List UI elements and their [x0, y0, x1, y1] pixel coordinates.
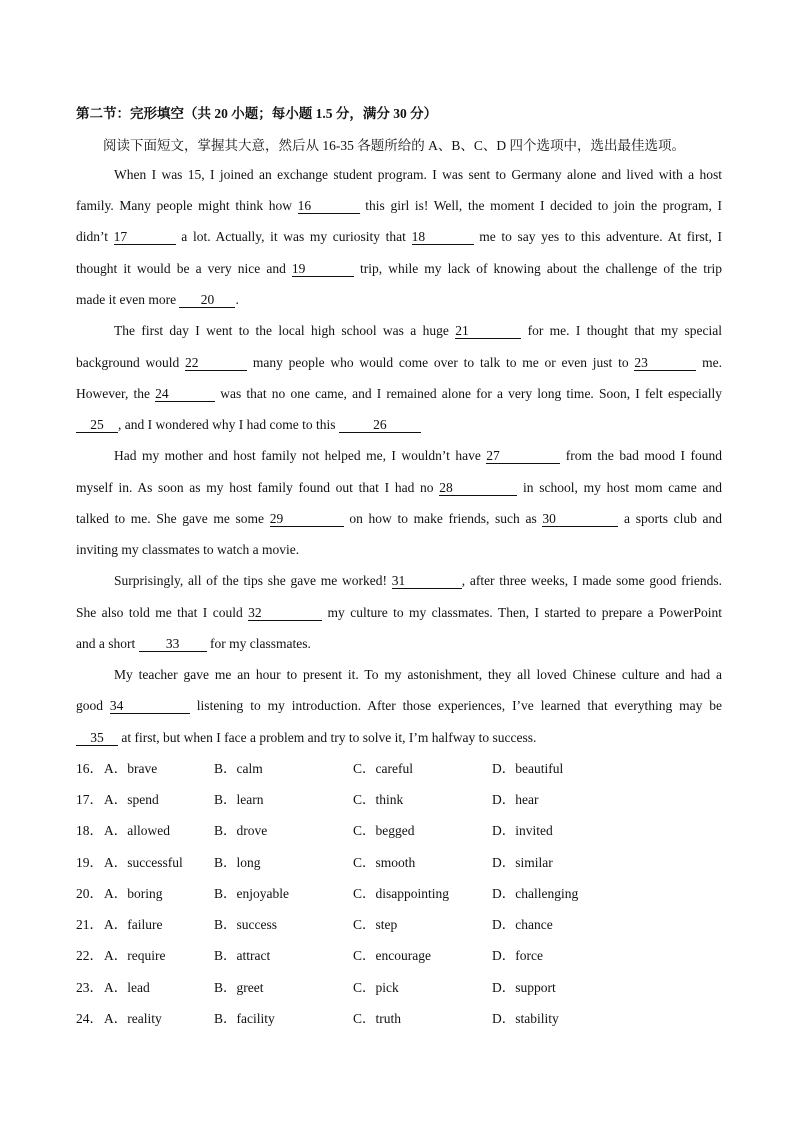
blank-18: 18 [412, 229, 474, 245]
blank-29: 29 [270, 511, 344, 527]
option-a: A．successful [104, 855, 183, 870]
option-a: A．require [104, 948, 166, 963]
passage-line [76, 604, 722, 622]
passage-line [76, 385, 722, 403]
passage-line [76, 697, 722, 715]
passage-line [76, 416, 722, 434]
passage-text: When I was 15, I joined an exchange student program. I was sent to Germany alone and lived with a host [114, 167, 722, 182]
option-c: C．step [353, 917, 398, 932]
passage-text: thought it would be a very nice and [76, 261, 292, 276]
passage-text: myself in. As soon as my host family found out that I had no [76, 480, 440, 495]
passage-text: Surprisingly, all of the tips she gave me worked! [114, 573, 392, 588]
option-c: C．encourage [353, 948, 431, 963]
blank-25: 25 [76, 417, 118, 433]
passage-text: a sports club and [618, 511, 723, 526]
question-number: 19． [76, 855, 103, 870]
passage-text: made it even more [76, 292, 180, 307]
blank-34: 34 [110, 698, 190, 714]
passage-text: , and I wondered why I had come to this [118, 417, 339, 432]
option-c: C．disappointing [353, 886, 450, 901]
passage-text: at first, but when I face a problem and try to solve it, I’m halfway to success. [118, 730, 537, 745]
passage-line [76, 228, 722, 246]
question-number: 16． [76, 761, 103, 776]
question-number: 24． [76, 1011, 103, 1026]
option-d: D．challenging [492, 886, 579, 901]
blank-26: 26 [339, 417, 421, 433]
passage-text: this girl is! Well, the moment I decided to join the program, I [359, 198, 722, 213]
passage-line [76, 291, 722, 309]
option-d: D．beautiful [492, 761, 564, 776]
instruction-text: 阅读下面短文，掌握其大意，然后从 16-35 各题所给的 A、B、C、D 四个选项中，选出最佳选项。 [103, 138, 686, 153]
option-d: D．similar [492, 855, 553, 870]
option-b: B．enjoyable [214, 886, 289, 901]
blank-27: 27 [486, 448, 560, 464]
passage-text: inviting my classmates to watch a movie. [76, 542, 300, 557]
passage-text: . [235, 292, 239, 307]
passage-text: However, the [76, 386, 156, 401]
passage-text: didn’t [76, 229, 114, 244]
passage-text: a lot. Actually, it was my curiosity that [175, 229, 412, 244]
option-b: B．calm [214, 761, 263, 776]
passage-text: background would [76, 355, 186, 370]
passage-text: She also told me that I could [76, 605, 249, 620]
option-b: B．attract [214, 948, 271, 963]
blank-31: 31 [392, 573, 462, 589]
option-b: B．success [214, 917, 277, 932]
option-d: D．force [492, 948, 543, 963]
blank-32: 32 [248, 605, 322, 621]
question-number: 21． [76, 917, 103, 932]
passage-line [76, 197, 722, 215]
passage-text: The first day I went to the local high school was a huge [114, 323, 456, 338]
option-b: B．drove [214, 823, 268, 838]
option-a: A．reality [104, 1011, 162, 1026]
passage-text: many people who would come over to talk to me or even just to [247, 355, 635, 370]
blank-24: 24 [155, 386, 215, 402]
blank-19: 19 [292, 261, 354, 277]
passage-line [114, 666, 722, 684]
option-b: B．long [214, 855, 261, 870]
option-c: C．pick [353, 980, 399, 995]
question-number: 20． [76, 886, 103, 901]
option-c: C．smooth [353, 855, 416, 870]
blank-30: 30 [542, 511, 618, 527]
option-d: D．invited [492, 823, 553, 838]
section-heading: 第二节：完形填空（共 20 小题；每小题 1.5 分，满分 30 分） [76, 106, 438, 121]
passage-text: , after three weeks, I made some good friends. [461, 573, 722, 588]
option-d: D．stability [492, 1011, 559, 1026]
passage-text: from the bad mood I found [560, 448, 722, 463]
passage-line [114, 322, 722, 340]
blank-20: 20 [179, 292, 235, 308]
option-b: B．facility [214, 1011, 275, 1026]
blank-28: 28 [439, 480, 517, 496]
passage-text: was that no one came, and I remained alone for a very long time. Soon, I felt especially [215, 386, 722, 401]
passage-text: for my classmates. [206, 636, 311, 651]
option-b: B．learn [214, 792, 264, 807]
passage-text: in school, my host mom came and [517, 480, 722, 495]
option-c: C．begged [353, 823, 415, 838]
passage-line [76, 479, 722, 497]
passage-text: good [76, 698, 110, 713]
question-number: 22． [76, 948, 103, 963]
passage-line [114, 572, 722, 590]
option-a: A．lead [104, 980, 150, 995]
passage-line [76, 260, 722, 278]
question-number: 17． [76, 792, 103, 807]
option-d: D．hear [492, 792, 539, 807]
passage-line [114, 447, 722, 465]
option-a: A．allowed [104, 823, 170, 838]
option-d: D．support [492, 980, 556, 995]
question-number: 23． [76, 980, 103, 995]
option-b: B．greet [214, 980, 264, 995]
option-a: A．spend [104, 792, 159, 807]
option-d: D．chance [492, 917, 553, 932]
passage-text: Had my mother and host family not helped me, I wouldn’t have [114, 448, 487, 463]
passage-line [114, 166, 722, 184]
passage-text: for me. I thought that my special [521, 323, 722, 338]
passage-text: listening to my introduction. After those experiences, I’ve learned that everything may be [189, 698, 722, 713]
passage-text: me to say yes to this adventure. At first, I [473, 229, 722, 244]
passage-line [76, 510, 722, 528]
option-a: A．failure [104, 917, 163, 932]
option-c: C．think [353, 792, 404, 807]
blank-17: 17 [114, 229, 176, 245]
passage-text: talked to me. She gave me some [76, 511, 270, 526]
blank-35: 35 [76, 730, 118, 746]
passage-text: trip, while my lack of knowing about the challenge of the trip [353, 261, 722, 276]
option-a: A．brave [104, 761, 158, 776]
passage-text: family. Many people might think how [76, 198, 298, 213]
passage-line [76, 729, 722, 747]
option-c: C．careful [353, 761, 413, 776]
blank-23: 23 [634, 355, 696, 371]
passage-text: on how to make friends, such as [343, 511, 543, 526]
passage-text: and a short [76, 636, 139, 651]
passage-text: me. [696, 355, 723, 370]
blank-33: 33 [139, 636, 207, 652]
question-number: 18． [76, 823, 103, 838]
passage-text: my culture to my classmates. Then, I started to prepare a PowerPoint [322, 605, 722, 620]
passage-text: My teacher gave me an hour to present it. To my astonishment, they all loved Chinese culture and had a [114, 667, 722, 682]
passage-line [76, 354, 722, 372]
option-a: A．boring [104, 886, 163, 901]
blank-21: 21 [455, 323, 521, 339]
option-c: C．truth [353, 1011, 402, 1026]
passage-line [76, 541, 722, 559]
blank-22: 22 [185, 355, 247, 371]
passage-line [76, 635, 722, 653]
blank-16: 16 [298, 198, 360, 214]
